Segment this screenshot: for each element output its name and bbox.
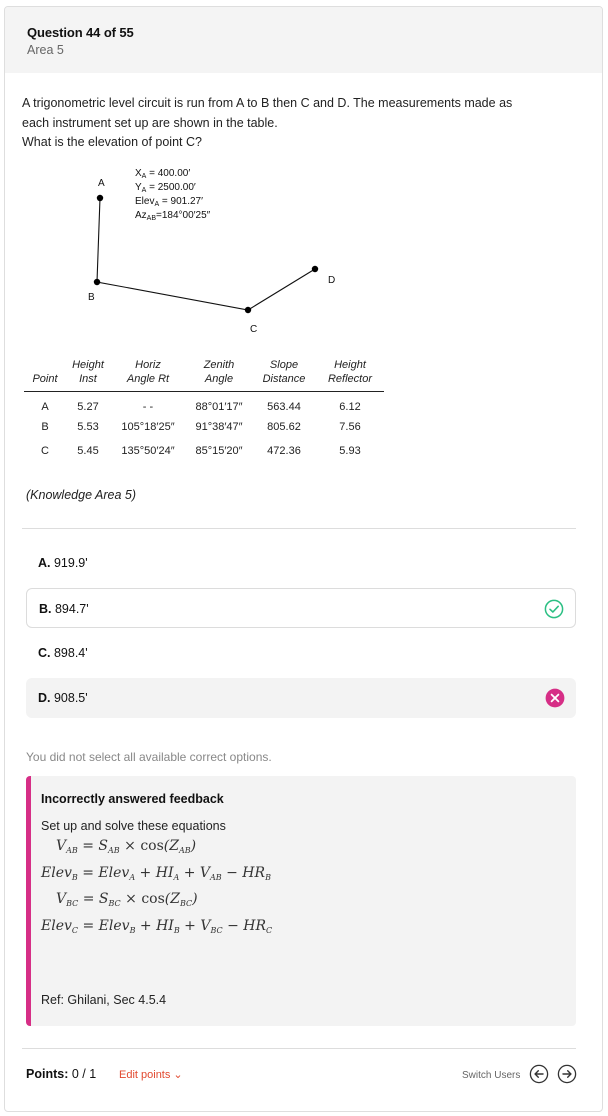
table-cell: 6.12: [339, 400, 361, 413]
feedback-reference: Ref: Ghilani, Sec 4.5.4: [41, 993, 167, 1007]
question-title: Question 44 of 55: [27, 25, 134, 40]
option-text: 908.5': [50, 691, 88, 705]
question-header: [5, 7, 602, 73]
table-cell: 5.45: [77, 444, 99, 457]
col-point: Point: [24, 358, 66, 392]
station-b-label: B: [88, 292, 95, 303]
traverse-svg: [30, 160, 430, 340]
feedback-title: Incorrectly answered feedback: [41, 792, 224, 806]
divider: [22, 528, 576, 529]
measurement-table: [24, 358, 384, 463]
table-cell: 85°15′20″: [195, 444, 243, 457]
col-slope-distance: Slope Distance: [252, 358, 316, 392]
col-height-inst: Height Inst: [66, 358, 110, 392]
next-arrow-icon[interactable]: [557, 1064, 577, 1084]
option-letter: A.: [38, 556, 51, 570]
question-area: Area 5: [27, 43, 64, 57]
option-c[interactable]: [26, 633, 576, 673]
knowledge-area: (Knowledge Area 5): [26, 488, 137, 502]
option-letter: C.: [38, 646, 51, 660]
points-display: Points: 0 / 1: [26, 1067, 97, 1081]
table-cell: - -: [142, 400, 154, 413]
option-d[interactable]: [26, 678, 576, 718]
table-cell: 5.27: [77, 400, 99, 413]
previous-arrow-icon[interactable]: [529, 1064, 549, 1084]
table-cell: 805.62: [267, 421, 301, 434]
equation-1: $V_{AB} = S_{AB} \times \cos(Z_{AB})$: [56, 838, 197, 855]
edit-points-button[interactable]: Edit points ⌄: [119, 1069, 183, 1081]
option-letter: B.: [39, 602, 52, 616]
given-azimuth: $Az_{AB}=184^\circ 00'25''$: [135, 210, 211, 222]
incorrect-x-icon: [545, 688, 565, 708]
option-text: 919.9': [50, 556, 88, 570]
table-cell: B: [41, 421, 49, 434]
option-b[interactable]: [26, 588, 576, 628]
table-row: [24, 439, 384, 463]
col-zenith-angle: Zenith Angle: [186, 358, 252, 392]
given-y: $Y_A = 2500.00'$: [135, 182, 196, 194]
option-letter: D.: [38, 691, 51, 705]
question-line-3: What is the elevation of point C?: [22, 135, 202, 149]
col-horiz-angle: Horiz Angle Rt: [110, 358, 186, 392]
traverse-diagram: [30, 160, 430, 340]
question-stem: [22, 94, 562, 153]
footer-divider: [22, 1048, 576, 1049]
table-cell: 135°50′24″: [121, 444, 175, 457]
station-a-label: A: [98, 178, 105, 189]
table-row: [24, 392, 384, 416]
equation-3: $V_{BC} = S_{BC} \times \cos(Z_{BC})$: [56, 891, 198, 908]
station-c-marker: [245, 307, 251, 313]
station-d-marker: [312, 266, 318, 272]
table-cell: 5.93: [339, 444, 361, 457]
col-height-reflector: Height Reflector: [316, 358, 384, 392]
table-cell: 7.56: [339, 421, 361, 434]
table-cell: 5.53: [77, 421, 99, 434]
table-header-row: [24, 358, 384, 392]
table-row: [24, 416, 384, 440]
question-line-2: each instrument set up are shown in the table.: [22, 115, 278, 130]
given-values: [135, 168, 211, 222]
correct-check-icon: [544, 599, 564, 619]
station-c-label: C: [250, 324, 258, 335]
answer-status-notice: You did not select all available correct options.: [26, 750, 272, 764]
given-x: $X_A = 400.00'$: [135, 168, 191, 180]
option-a[interactable]: [26, 543, 576, 583]
feedback-intro: Set up and solve these equations: [41, 819, 226, 833]
question-line-1: A trigonometric level circuit is run from A to B then C and D. The measurements made as: [22, 96, 513, 110]
table-cell: A: [41, 400, 49, 413]
station-d-label: D: [328, 275, 336, 286]
equation-4: Elev$_C$ = Elev$_B$ + $HI_B + V_{BC} - HR_C$: [41, 918, 273, 935]
equation-2: Elev$_B$ = Elev$_A$ + $HI_A + V_{AB} - HR_B$: [41, 865, 271, 882]
table-cell: 563.44: [267, 400, 301, 413]
option-text: 898.4': [50, 646, 88, 660]
option-text: 894.7': [51, 602, 89, 616]
switch-users-label[interactable]: Switch Users: [462, 1070, 521, 1081]
table-cell: 105°18′25″: [121, 421, 175, 434]
station-a-marker: [97, 195, 103, 201]
table-cell: 88°01′17″: [195, 400, 243, 413]
table-cell: 472.36: [267, 444, 301, 457]
station-b-marker: [94, 279, 100, 285]
given-elev: Elev$_A$ = 901.27′: [135, 196, 203, 208]
table-cell: C: [41, 444, 49, 457]
table-cell: 91°38′47″: [195, 421, 243, 434]
feedback-panel: [26, 776, 576, 1026]
